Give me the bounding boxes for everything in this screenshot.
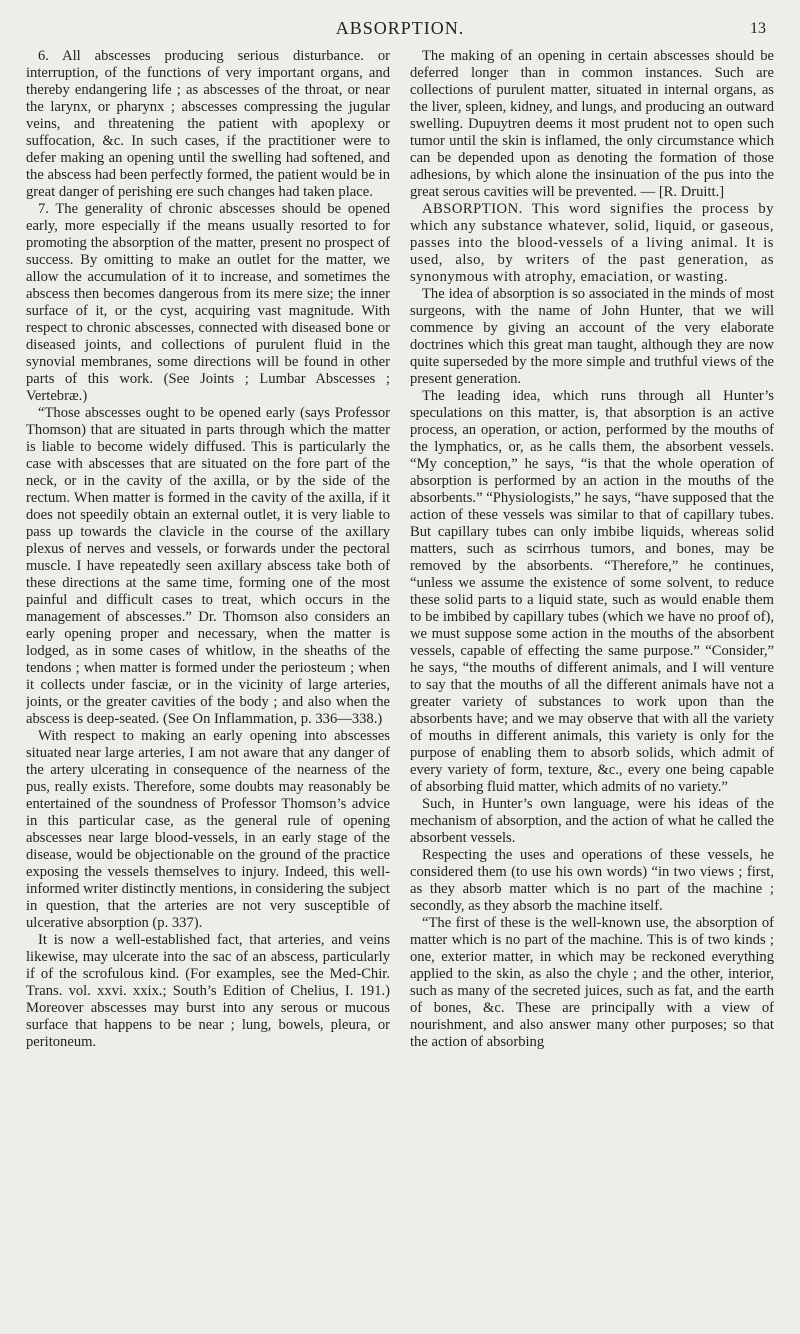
paragraph: It is now a well-established fact, that arteries, and veins likewise, may ulcerate into the sac of an abscess, particularly if of the scrofulous kind. (For examples, see the Med-Chir. Trans. vol. xxvi. xxix.; South’s Edition of Chelius, I. 191.) Moreover abscesses may burst into any serous or mucous surface that happens to be near ; lung, bowels, pleura, or peritoneum.	[26, 932, 390, 1050]
paragraph: Respecting the uses and operations of these vessels, he considered them (to use his own words) “in two views ; first, as they absorb matter which is no part of the machine ; secondly, as they absorb the machine itself.	[410, 847, 774, 914]
paragraph: The leading idea, which runs through all Hunter’s speculations on this matter, is, that absorption is an active process, an operation, or action, performed by the mouths of the lymphatics, or, as he calls them, the absorbent vessels. “My conception,” he says, “is that the whole operation of absorption is performed by an action in the mouths of the absorbents.” “Physiologists,” he says, “have supposed that the action of these vessels was similar to that of capillary tubes. But capillary tubes can only imbibe liquids, whereas solid matters, such as scirrhous tumors, and bones, may be removed by the absorbents. “Therefore,” he continues, “unless we assume the existence of some solvent, to reduce these solid parts to a liquid state, such as would enable them to be imbibed by capillary tubes (which we have no proof of), we must suppose some action in the mouths of the absorbent vessels, capable of effecting the same purpose.” “Consider,” he says, “the mouths of different animals, and I will venture to say that the mouths of all the different animals have not a greater variety of substances to work upon than the absorbents have; and we may observe that with all the variety of mouths in different animals, this variety is only for the purpose of enabling them to absorb solids, which admit of every variety of form, texture, &c., every one being capable of absorbing fluid matter, which admits of no variety.”	[410, 388, 774, 795]
paragraph: The making of an opening in certain abscesses should be deferred longer than in common instances. Such are collections of purulent matter, situated in internal organs, as the liver, spleen, kidney, and lungs, and producing an outward swelling. Dupuytren deems it most prudent not to open such tumor until the skin is inflamed, the only circumstance which can be depended upon as denoting the formation of those adhesions, by which alone the insinuation of the pus into the great serous cavities will be prevented. — [R. Druitt.]	[410, 48, 774, 200]
paragraph: “Those abscesses ought to be opened early (says Professor Thomson) that are situated in parts through which the matter is liable to become widely diffused. This is particularly the case with abscesses that are situated on the fore part of the neck, or in the cavity of the axilla, or by the side of the rectum. When matter is formed in the cavity of the axilla, if it does not speedily obtain an external outlet, it is very liable to pass up towards the clavicle in the course of the axillary plexus of nerves and vessels, or forwards under the pectoral muscle. I have repeatedly seen axillary abscess take both of these directions at the same time, forming one of the most painful and difficult cases to treat, which occurs in the management of abscesses.” Dr. Thomson also considers an early opening proper and necessary, when the matter is lodged, as in some cases of whitlow, in the sheaths of the tendons ; when matter is formed under the periosteum ; when it collects under fasciæ, or in the vicinity of large arteries, joints, or the greater cavities of the body ; and also when the abscess is deep-seated. (See On Inflammation, p. 336—338.)	[26, 405, 390, 727]
running-head: ABSORPTION.	[335, 18, 465, 38]
paragraph: 7. The generality of chronic abscesses should be opened early, more especially if the means usually resorted to for promoting the absorption of the matter, present no prospect of success. By omitting to make an outlet for the matter, we allow the accumulation of it to increase, and sometimes the abscess then becomes dangerous from its mere size; the inner surface of it, or the cyst, acquiring vast magnitude. With respect to chronic abscesses, connected with diseased bone or diseased joints, and collections of purulent fluid in the synovial membranes, some directions will be found in other parts of this work. (See Joints ; Lumbar Abscesses ; Vertebræ.)	[26, 201, 390, 404]
paragraph: The idea of absorption is so associated in the minds of most surgeons, with the name of John Hunter, that we will commence by giving an account of the very elaborate doctrines which this great man taught, although they are now quite superseded by the more simple and truthful views of the present generation.	[410, 286, 774, 387]
left-column	[26, 48, 390, 1320]
page-number: 13	[750, 20, 766, 37]
page-header	[0, 16, 800, 44]
entry-heading-paragraph: ABSORPTION. This word signifies the process by which any substance whatever, solid, liquid, or gaseous, passes into the blood-vessels of a living animal. It is used, also, by writers of the past generation, as synonymous with atrophy, emaciation, or wasting.	[410, 201, 774, 285]
paragraph: With respect to making an early opening into abscesses situated near large arteries, I am not aware that any danger of the artery ulcerating in consequence of the nearness of the pus, really exists. Therefore, some doubts may reasonably be entertained of the soundness of Professor Thomson’s advice in this particular case, as the general rule of opening abscesses near large blood-vessels, in an early stage of the disease, would be objectionable on the ground of the practice exposing the vessels themselves to injury. Indeed, this well-informed writer distinctly mentions, in considering the subject in question, that the arteries are not very susceptible of ulcerative absorption (p. 337).	[26, 728, 390, 931]
paragraph: 6. All abscesses producing serious disturbance. or interruption, of the functions of very important organs, and thereby endangering life ; as abscesses of the throat, or near the larynx, or pharynx ; abscesses compressing the jugular veins, and threatening the patient with apoplexy or suffocation, &c. In such cases, if the practitioner were to defer making an opening until the swelling had softened, and the abscess had been perfectly formed, the patient would be in great danger of perishing ere such changes had taken place.	[26, 48, 390, 200]
paragraph: “The first of these is the well-known use, the absorption of matter which is no part of the machine. This is of two kinds ; one, exterior matter, in which may be reckoned everything applied to the skin, as also the chyle ; and the other, interior, such as many of the secreted juices, such as fat, and the earth of bones, &c. These are principally with a view of nourishment, and also answer many other purposes; so that the action of absorbing	[410, 915, 774, 1050]
right-column	[410, 48, 774, 1320]
paragraph: Such, in Hunter’s own language, were his ideas of the mechanism of absorption, and the action of what he called the absorbent vessels.	[410, 796, 774, 846]
